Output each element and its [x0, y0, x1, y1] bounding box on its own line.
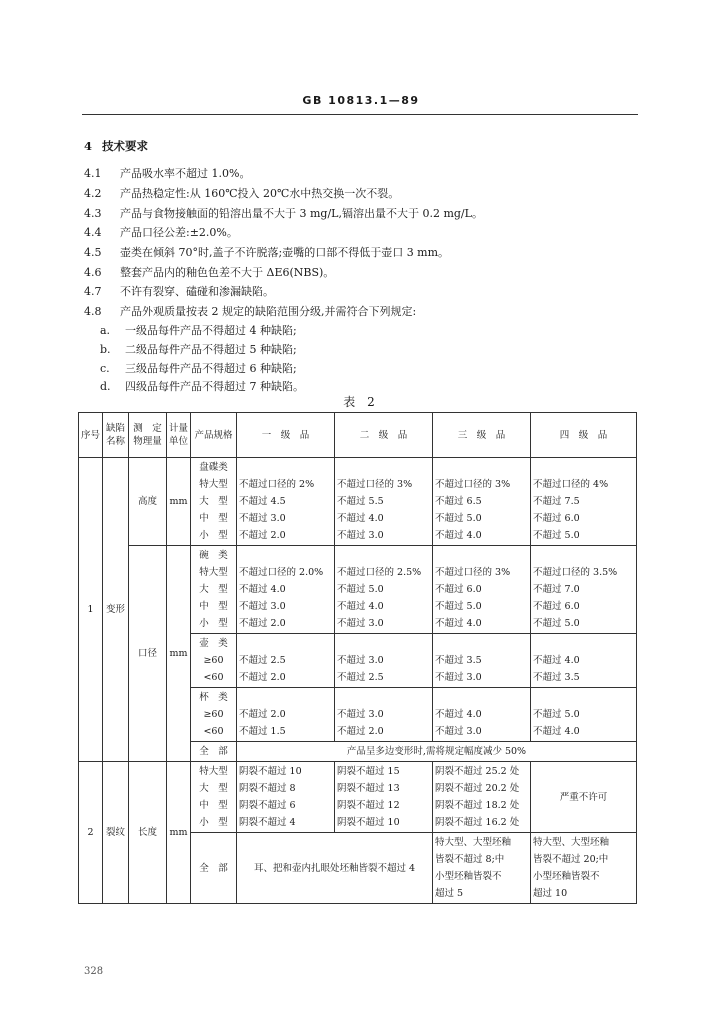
- subclause-text: 二级品每件产品不得超过 5 种缺陷;: [125, 343, 297, 356]
- subclause-label: a.: [100, 324, 111, 337]
- header-grade-2: 二 级 品: [335, 413, 433, 458]
- defect-deform: 变形: [103, 458, 129, 762]
- spec-all-deform: 全 部: [191, 742, 237, 762]
- unit-height: mm: [167, 458, 191, 546]
- section-title: [84, 138, 148, 154]
- standard-header: GB 10813.1—89: [302, 94, 420, 107]
- page-number: 328: [84, 966, 104, 977]
- cell-crack-all-g4: 特大型、大型坯釉 皆裂不超过 20;中 小型坯釉皆裂不 超过 10: [531, 833, 637, 904]
- clause-text: 产品与食物接触面的铅溶出量不大于 3 mg/L,镉溶出量不大于 0.2 mg/L。: [120, 207, 483, 220]
- clause-number: 4.3: [84, 207, 102, 220]
- measure-length: 长度: [129, 762, 167, 904]
- cell-crack-g1: 阴裂不超过 10 阴裂不超过 8 阴裂不超过 6 阴裂不超过 4: [237, 762, 335, 833]
- clause-text: 产品口径公差:±2.0%。: [120, 226, 238, 239]
- header-grade-3: 三 级 品: [433, 413, 531, 458]
- subclause-label: d.: [100, 380, 111, 393]
- cell-height-g4: 不超过口径的 4% 不超过 7.5 不超过 6.0 不超过 5.0: [531, 458, 637, 546]
- cell-crack-g4: 严重不许可: [531, 762, 637, 833]
- spec-all-crack: 全 部: [191, 833, 237, 904]
- cell-cups-g4: 不超过 5.0 不超过 4.0: [531, 688, 637, 742]
- cell-crack-g3: 阴裂不超过 25.2 处 阴裂不超过 20.2 处 阴裂不超过 18.2 处 阴裂不超过 16.2 处: [433, 762, 531, 833]
- clause-number: 4.7: [84, 285, 102, 298]
- clause-4-1: [84, 165, 250, 181]
- table-row-deform-height: [79, 458, 637, 546]
- measure-height: 高度: [129, 458, 167, 546]
- table-row-crack-sizes: [79, 762, 637, 833]
- header-grade-1: 一 级 品: [237, 413, 335, 458]
- unit-caliber: mm: [167, 546, 191, 762]
- cell-pots-g3: 不超过 3.5 不超过 3.0: [433, 634, 531, 688]
- cell-height-g3: 不超过口径的 3% 不超过 6.5 不超过 5.0 不超过 4.0: [433, 458, 531, 546]
- section-number: 4: [84, 139, 93, 153]
- cell-bowls-g3: 不超过口径的 3% 不超过 6.0 不超过 5.0 不超过 4.0: [433, 546, 531, 634]
- unit-length: mm: [167, 762, 191, 904]
- subclause-text: 四级品每件产品不得超过 7 种缺陷。: [125, 380, 304, 393]
- subclause-b: [100, 341, 297, 357]
- subclause-text: 三级品每件产品不得超过 6 种缺陷;: [125, 362, 297, 375]
- cell-crack-all-g12: 耳、把和壶内扎眼处坯釉皆裂不超过 4: [237, 833, 433, 904]
- clause-4-2: [84, 185, 399, 201]
- clause-4-4: [84, 224, 238, 240]
- cell-height-g1: 不超过口径的 2% 不超过 4.5 不超过 3.0 不超过 2.0: [237, 458, 335, 546]
- subclause-a: [100, 322, 297, 338]
- header-unit: 计量 单位: [167, 413, 191, 458]
- seq-1: 1: [79, 458, 103, 762]
- cell-all-deform: 产品呈多边变形时,需将规定幅度减少 50%: [237, 742, 637, 762]
- cell-cups-g2: 不超过 3.0 不超过 2.0: [335, 688, 433, 742]
- clause-4-7: [84, 283, 274, 299]
- measure-caliber: 口径: [129, 546, 167, 762]
- defect-grading-table: [78, 412, 637, 904]
- clause-text: 整套产品内的釉色色差不大于 ΔE6(NBS)。: [120, 266, 335, 279]
- cell-cups-g3: 不超过 4.0 不超过 3.0: [433, 688, 531, 742]
- section-title-text: 技术要求: [102, 139, 149, 153]
- cell-bowls-g1: 不超过口径的 2.0% 不超过 4.0 不超过 3.0 不超过 2.0: [237, 546, 335, 634]
- table-row-caliber-bowls: [79, 546, 637, 634]
- seq-2: 2: [79, 762, 103, 904]
- defect-crack: 裂纹: [103, 762, 129, 904]
- cell-height-g2: 不超过口径的 3% 不超过 5.5 不超过 4.0 不超过 3.0: [335, 458, 433, 546]
- clause-4-5: [84, 244, 449, 260]
- clause-number: 4.5: [84, 246, 102, 259]
- cell-pots-g4: 不超过 4.0 不超过 3.5: [531, 634, 637, 688]
- header-seq: 序号: [79, 413, 103, 458]
- clause-text: 产品外观质量按表 2 规定的缺陷范围分级,并需符合下列规定:: [120, 305, 417, 318]
- clause-number: 4.8: [84, 305, 102, 318]
- header-grade-4: 四 级 品: [531, 413, 637, 458]
- cell-crack-g2: 阴裂不超过 15 阴裂不超过 13 阴裂不超过 12 阴裂不超过 10: [335, 762, 433, 833]
- clause-text: 壶类在倾斜 70°时,盖子不许脱落;壶嘴的口部不得低于壶口 3 mm。: [120, 246, 450, 259]
- spec-cups: 杯 类 ≥60 <60: [191, 688, 237, 742]
- header-spec: 产品规格: [191, 413, 237, 458]
- header-rule: [82, 114, 638, 115]
- subclause-d: [100, 378, 304, 394]
- spec-plates: 盘碟类 特大型 大 型 中 型 小 型: [191, 458, 237, 546]
- spec-crack-sizes: 特大型 大 型 中 型 小 型: [191, 762, 237, 833]
- spec-bowls: 碗 类 特大型 大 型 中 型 小 型: [191, 546, 237, 634]
- clause-4-8: [84, 303, 416, 319]
- subclause-c: [100, 360, 297, 376]
- clause-number: 4.6: [84, 266, 102, 279]
- subclause-label: c.: [100, 362, 110, 375]
- subclause-label: b.: [100, 343, 111, 356]
- header-defect: 缺陷 名称: [103, 413, 129, 458]
- table-caption: 表 2: [343, 395, 379, 409]
- subclause-text: 一级品每件产品不得超过 4 种缺陷;: [125, 324, 297, 337]
- clause-number: 4.2: [84, 187, 102, 200]
- table-header-row: [79, 413, 637, 458]
- clause-text: 不许有裂穿、磕碰和渗漏缺陷。: [120, 285, 274, 298]
- clause-number: 4.4: [84, 226, 102, 239]
- clause-4-6: [84, 264, 334, 280]
- header-measure: 测 定 物理量: [129, 413, 167, 458]
- cell-pots-g2: 不超过 3.0 不超过 2.5: [335, 634, 433, 688]
- cell-crack-all-g3: 特大型、大型坯釉 皆裂不超过 8;中 小型坯釉皆裂不 超过 5: [433, 833, 531, 904]
- cell-pots-g1: 不超过 2.5 不超过 2.0: [237, 634, 335, 688]
- clause-number: 4.1: [84, 167, 102, 180]
- cell-cups-g1: 不超过 2.0 不超过 1.5: [237, 688, 335, 742]
- spec-pots: 壶 类 ≥60 <60: [191, 634, 237, 688]
- cell-bowls-g4: 不超过口径的 3.5% 不超过 7.0 不超过 6.0 不超过 5.0: [531, 546, 637, 634]
- clause-text: 产品吸水率不超过 1.0%。: [120, 167, 251, 180]
- cell-bowls-g2: 不超过口径的 2.5% 不超过 5.0 不超过 4.0 不超过 3.0: [335, 546, 433, 634]
- clause-text: 产品热稳定性:从 160℃投入 20℃水中热交换一次不裂。: [120, 187, 400, 200]
- clause-4-3: [84, 205, 483, 221]
